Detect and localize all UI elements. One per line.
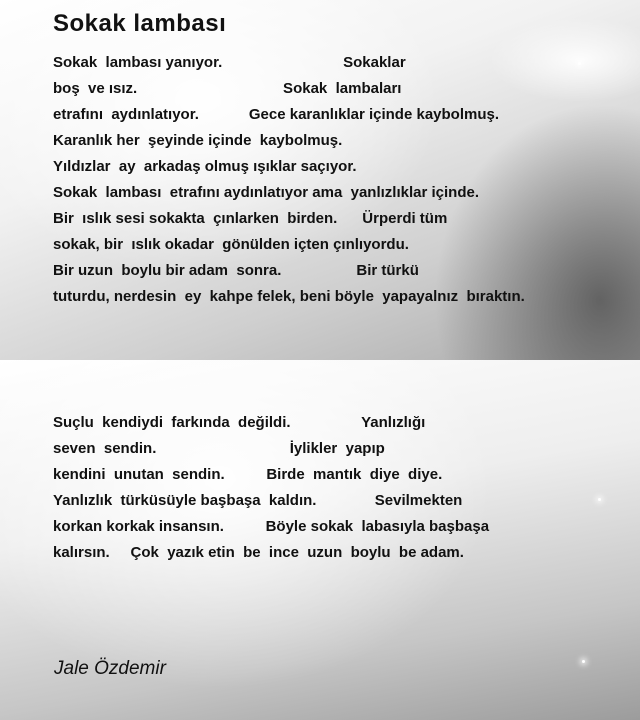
poem-stanza-top — [53, 50, 525, 310]
poem-line: Sokak lambası yanıyor. Sokaklar — [53, 54, 406, 71]
poem-line: korkan korkak insansın. Böyle sokak labasıyla başbaşa — [53, 518, 490, 535]
poem-line: Karanlık her şeyinde içinde kaybolmuş. — [53, 132, 343, 149]
poem-line: seven sendin. İylikler yapıp — [53, 440, 385, 457]
poem-line: Suçlu kendiydi farkında değildi. Yanlızlığı — [53, 414, 426, 431]
poem-stanza-bottom — [53, 410, 489, 566]
poem-line: sokak, bir ıslık okadar gönülden içten çınlıyordu. — [53, 236, 409, 253]
sparkle — [598, 498, 601, 501]
poem-title: Sokak lambası — [53, 10, 227, 37]
poem-author: Jale Özdemir — [54, 658, 166, 679]
poem-line: Bir uzun boylu bir adam sonra. Bir türkü — [53, 262, 419, 279]
poem-line: tuturdu, nerdesin ey kahpe felek, beni böyle yapayalnız bıraktın. — [53, 288, 525, 305]
poem-line: kendini unutan sendin. Birde mantık diye diye. — [53, 466, 443, 483]
poem-line: boş ve ısız. Sokak lambaları — [53, 80, 402, 97]
poem-line: Sokak lambası etrafını aydınlatıyor ama yanlızlıklar içinde. — [53, 184, 480, 201]
sparkle — [582, 660, 585, 663]
poem-bottom-panel — [0, 360, 640, 720]
poem-line: etrafını aydınlatıyor. Gece karanlıklar içinde kaybolmuş. — [53, 106, 500, 123]
poem-line: Bir ıslık sesi sokakta çınlarken birden. Ürperdi tüm — [53, 210, 448, 227]
poem-line: Yanlızlık türküsüyle başbaşa kaldın. Sevilmekten — [53, 492, 463, 509]
sparkle — [578, 62, 581, 65]
poem-line: Yıldızlar ay arkadaş olmuş ışıklar saçıyor. — [53, 158, 357, 175]
poem-line: kalırsın. Çok yazık etin be ince uzun boylu be adam. — [53, 544, 464, 561]
